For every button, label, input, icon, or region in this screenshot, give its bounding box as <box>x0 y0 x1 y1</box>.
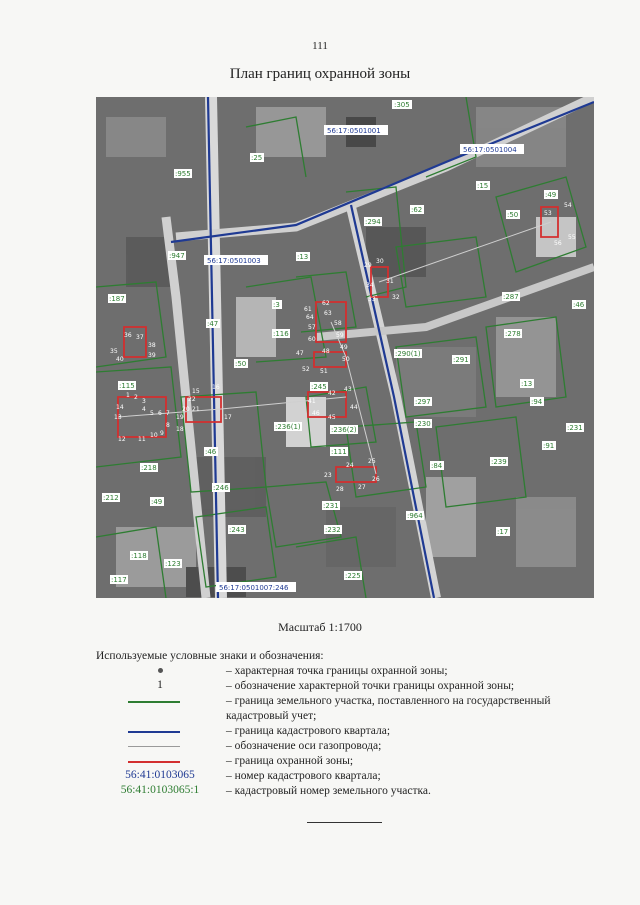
quarter-label: 56:17:0501001 <box>327 127 381 135</box>
map-label: 34 <box>366 282 374 289</box>
quarter-number-sample: 56:41:0103065 <box>125 769 195 781</box>
legend-item-gas-axis: – обозначение оси газопровода; <box>96 739 616 754</box>
map-label: 63 <box>324 310 332 317</box>
map-label: :94 <box>531 398 543 406</box>
map-label: 6 <box>158 410 162 417</box>
legend-item-point-label: 1 – обозначение характерной точки границы охранной зоны; <box>96 679 616 694</box>
map-label: 20 <box>182 406 190 413</box>
map-label: :239 <box>491 458 507 466</box>
map-label: :278 <box>505 330 521 338</box>
map-label: :111 <box>331 448 347 456</box>
map-label: 50 <box>342 356 350 363</box>
map-label: :212 <box>103 494 119 502</box>
map-label: 48 <box>322 348 330 355</box>
map-label: 62 <box>322 300 330 307</box>
map-label: 64 <box>306 314 314 321</box>
map-label: 15 <box>192 388 200 395</box>
map-label: :17 <box>497 528 509 536</box>
map-label: :49 <box>545 191 557 199</box>
map-label: 52 <box>302 366 310 373</box>
map-label: 13 <box>114 414 122 421</box>
map-label: 49 <box>340 344 348 351</box>
parcel-number-sample: 56:41:0103065:1 <box>120 784 200 796</box>
map-label: :236(2) <box>331 426 357 434</box>
map-label: 55 <box>568 234 576 241</box>
map-label: :123 <box>165 560 181 568</box>
legend-item-quarter-boundary: – граница кадастрового квартала; <box>96 724 616 739</box>
map-label: 41 <box>308 398 316 405</box>
map-label: 36 <box>124 332 132 339</box>
map-label: 17 <box>224 414 232 421</box>
map-label: 5 <box>150 410 154 417</box>
map-label: :232 <box>325 526 341 534</box>
map-label: :964 <box>407 512 423 520</box>
map-label: :947 <box>169 252 185 260</box>
legend-item-protection-zone: – граница охранной зоны; <box>96 754 616 769</box>
map-label: 51 <box>320 368 328 375</box>
map-label: :245 <box>311 383 327 391</box>
quarter-label: 56:17:0501007:246 <box>219 584 289 592</box>
map-label: :231 <box>323 502 339 510</box>
map-label: 44 <box>350 404 358 411</box>
map-label: :225 <box>345 572 361 580</box>
map-label: 53 <box>544 210 552 217</box>
map-label: :246 <box>213 484 229 492</box>
map-label: 46 <box>312 410 320 417</box>
map-label: :13 <box>297 253 309 261</box>
map-label: :46 <box>573 301 585 309</box>
map-label: :287 <box>503 293 519 301</box>
map-label: 16 <box>212 384 220 391</box>
map-label: 32 <box>392 294 400 301</box>
map-label: 12 <box>118 436 126 443</box>
map-scale: Масштаб 1:1700 <box>278 620 362 634</box>
map-label: :15 <box>477 182 489 190</box>
map-label: :117 <box>111 576 127 584</box>
map-label: :305 <box>394 101 410 109</box>
map-label: 27 <box>358 484 366 491</box>
page-number: 111 <box>312 40 328 52</box>
map-label: :118 <box>131 552 147 560</box>
map-svg <box>96 97 594 598</box>
map-label: 1 <box>126 392 130 399</box>
map-label: 29 <box>364 262 372 269</box>
map-label: 57 <box>308 324 316 331</box>
map-label: :291 <box>453 356 469 364</box>
map-label: :218 <box>141 464 157 472</box>
map-label: :49 <box>151 498 163 506</box>
map-label: 43 <box>344 386 352 393</box>
map-label: :290(1) <box>395 350 421 358</box>
quarter-label: 56:17:0501003 <box>207 257 261 265</box>
map-label: :3 <box>273 301 280 309</box>
map-label: :50 <box>507 211 519 219</box>
map-label: :187 <box>109 295 125 303</box>
map-label: 54 <box>564 202 572 209</box>
map-label: :62 <box>411 206 423 214</box>
map-label: 21 <box>192 406 200 413</box>
map-label: 14 <box>116 404 124 411</box>
map-label: 59 <box>336 332 344 339</box>
map-label: 23 <box>324 472 332 479</box>
quarter-label: 56:17:0501004 <box>463 146 517 154</box>
map-label: :955 <box>175 170 191 178</box>
blue-line-icon <box>128 731 180 733</box>
map-label: :231 <box>567 424 583 432</box>
page-title: План границ охранной зоны <box>229 66 411 82</box>
map-label: 39 <box>148 352 156 359</box>
map-label: 22 <box>188 396 196 403</box>
map-label: :91 <box>543 442 555 450</box>
map-label: 42 <box>328 390 336 397</box>
aerial-map <box>96 97 594 598</box>
map-label: 38 <box>148 342 156 349</box>
map-label: 25 <box>368 458 376 465</box>
footer-rule <box>307 822 382 823</box>
map-label: 40 <box>116 356 124 363</box>
map-label: :46 <box>205 448 217 456</box>
map-label: :230 <box>415 420 431 428</box>
map-label: 3 <box>142 398 146 405</box>
map-label: 9 <box>160 430 164 437</box>
map-label: 31 <box>386 278 394 285</box>
map-label: :115 <box>119 382 135 390</box>
map-label: :243 <box>229 526 245 534</box>
map-label: 10 <box>150 432 158 439</box>
legend-item-quarter-number: 56:41:0103065 – номер кадастрового квартала; <box>96 769 616 784</box>
map-label: :236(1) <box>275 423 301 431</box>
map-label: 30 <box>376 258 384 265</box>
map-label: 60 <box>308 336 316 343</box>
map-label: :25 <box>251 154 263 162</box>
map-label: :47 <box>207 320 219 328</box>
map-label: 2 <box>134 394 138 401</box>
legend-item-parcel-number: 56:41:0103065:1 – кадастровый номер земельного участка. <box>96 784 616 799</box>
parcel-label-chip <box>392 100 412 109</box>
map-label: :84 <box>431 462 443 470</box>
gray-line-icon <box>128 746 180 747</box>
map-label: 19 <box>176 414 184 421</box>
map-label: 28 <box>336 486 344 493</box>
map-label: :50 <box>235 360 247 368</box>
map-label: :13 <box>521 380 533 388</box>
red-line-icon <box>128 761 180 763</box>
map-label: 61 <box>304 306 312 313</box>
map-label: 45 <box>328 414 336 421</box>
map-label: :294 <box>365 218 381 226</box>
green-line-icon <box>128 701 180 703</box>
map-label: 35 <box>110 348 118 355</box>
map-label: 33 <box>368 296 376 303</box>
map-label: 58 <box>334 320 342 327</box>
map-label: :297 <box>415 398 431 406</box>
map-label: 37 <box>136 334 144 341</box>
map-label: 18 <box>176 426 184 433</box>
map-label: :116 <box>273 330 289 338</box>
map-label: 56 <box>554 240 562 247</box>
map-label: 4 <box>142 406 146 413</box>
legend-item-parcel-boundary: – граница земельного участка, поставленного на государственный <box>96 694 616 709</box>
map-label: 8 <box>166 422 170 429</box>
map-label: 47 <box>296 350 304 357</box>
point-number-sample: 1 <box>157 679 163 691</box>
map-label: 7 <box>166 410 170 417</box>
legend-item-parcel-boundary-cont: кадастровый учет; <box>226 710 317 722</box>
map-label: 24 <box>346 462 354 469</box>
map-label: 26 <box>372 476 380 483</box>
map-label: 11 <box>138 436 146 443</box>
legend-item-point: – характерная точка границы охранной зоны; <box>96 664 616 679</box>
legend-heading: Используемые условные знаки и обозначения: <box>96 650 324 662</box>
point-dot-icon <box>158 668 163 673</box>
